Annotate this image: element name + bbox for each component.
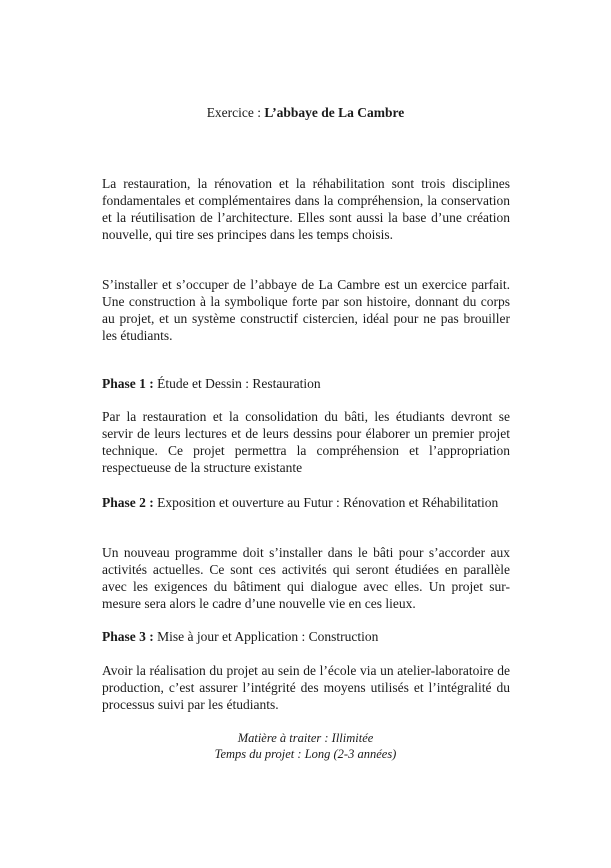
phase-2-label: Phase 2 : (102, 495, 154, 510)
phase-2-text: Un nouveau programme doit s’installer dans le bâti pour s’accorder aux activités actuelles. Ce sont ces activités qui seront étudiées en parallèle avec les exigences du bâtiment qui dialogue avec elles. Un projet sur-mesure sera alors le cadre d’une nouvelle vie en ces lieux. (102, 545, 510, 611)
phase-1-heading (102, 375, 510, 392)
phase-1-title: Étude et Dessin : Restauration (153, 376, 321, 391)
phase-1-label: Phase 1 : (102, 376, 154, 391)
phase-3-heading (102, 628, 510, 645)
phase-2-title: Exposition et ouverture au Futur : Rénovation et Réhabilitation (153, 495, 499, 510)
phase-3-text: Avoir la réalisation du projet au sein de l’école via un atelier-laboratoire de production, c’est assurer l’intégrité des moyens utilisés et l’intégralité du processus suivi par les étudiants. (102, 663, 510, 712)
phase-3-label: Phase 3 : (102, 629, 154, 644)
page-title (0, 104, 611, 122)
project-duration-line: Temps du projet : Long (2-3 années) (214, 747, 397, 761)
subject-matter-line: Matière à traiter : Illimitée (237, 731, 374, 745)
phase-1-text: Par la restauration et la consolidation du bâti, les étudiants devront se servir de leurs lectures et de leurs dessins pour élaborer un premier projet technique. Ce projet permettra la compréhension et l’appropriation respectueuse de la structure existante (102, 409, 510, 475)
project-info (0, 730, 611, 762)
phase-2-heading (102, 494, 510, 511)
title-main: L’abbaye de La Cambre (264, 105, 405, 120)
intro-paragraph-1: La restauration, la rénovation et la réhabilitation sont trois disciplines fondamentales et complémentaires dans la compréhension, la conservation et la réutilisation de l’architecture. Elles sont aussi la base d’une création nouvelle, qui tire ses principes dans les temps choisis. (102, 176, 510, 242)
intro-paragraph-2: S’installer et s’occuper de l’abbaye de La Cambre est un exercice parfait. Une construction à la symbolique forte par son histoire, donnant du corps au projet, et un système constructif cistercien, idéal pour ne pas brouiller les étudiants. (102, 277, 510, 343)
phase-3-title: Mise à jour et Application : Construction (153, 629, 379, 644)
title-prefix: Exercice : (206, 105, 265, 120)
